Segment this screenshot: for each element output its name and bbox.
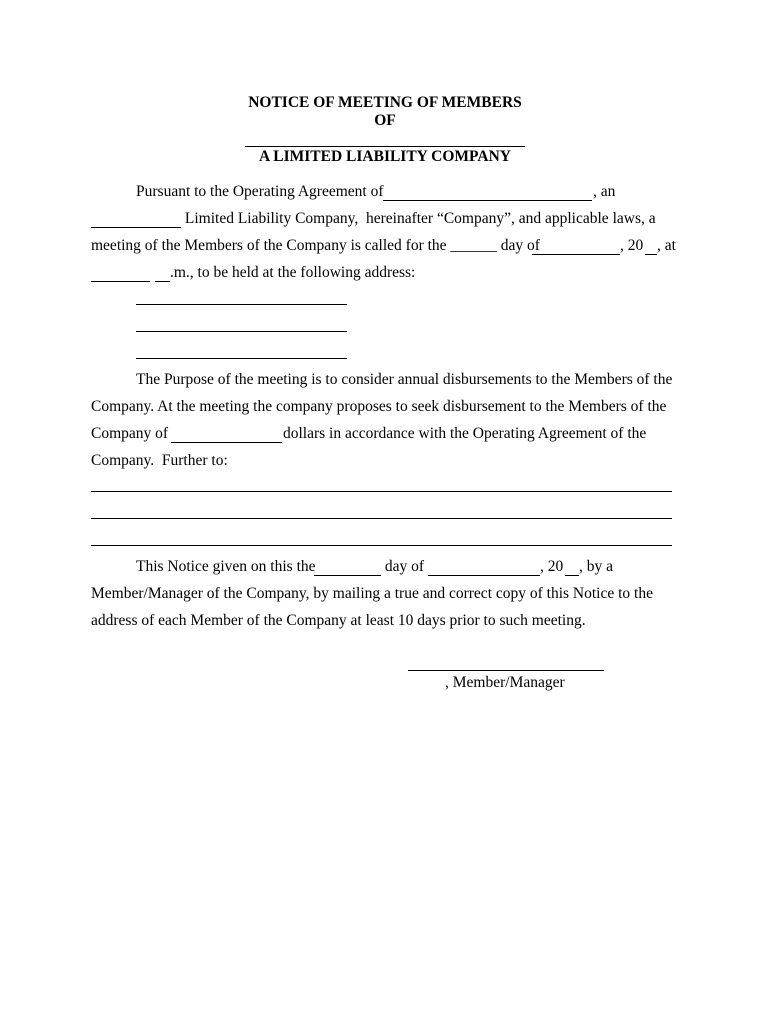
title-line-2: OF (374, 112, 396, 129)
para1-line3-end: , at (657, 237, 676, 254)
address-line-2-blank[interactable] (136, 331, 347, 332)
notice-month-blank[interactable] (428, 575, 540, 576)
para3-line3: address of each Member of the Company at least 10 days prior to such meeting. (91, 612, 586, 629)
further-line-1-blank[interactable] (91, 491, 672, 492)
notice-year-blank[interactable] (565, 575, 579, 576)
company-name-blank[interactable] (245, 146, 525, 147)
para1-line4-text: .m., to be held at the following address: (170, 264, 416, 281)
further-line-2-blank[interactable] (91, 518, 672, 519)
para2-line3-end: dollars in accordance with the Operating Agreement of the (283, 425, 647, 442)
para1-line3-text: meeting of the Members of the Company is called for the ______ day of (91, 237, 544, 254)
para3-line1-end: , by a (579, 558, 614, 575)
para1-line3-year-label: , 20 (620, 237, 644, 254)
title-line-1: NOTICE OF MEETING OF MEMBERS (248, 94, 522, 111)
title-line-3: A LIMITED LIABILITY COMPANY (259, 148, 511, 165)
para3-line2: Member/Manager of the Company, by mailing a true and correct copy of this Notice to the (91, 585, 653, 602)
para1-line1-text: Pursuant to the Operating Agreement of (136, 183, 388, 200)
meeting-year-blank[interactable] (645, 254, 657, 255)
para2-line1: The Purpose of the meeting is to consider annual disbursements to the Members of the (136, 371, 673, 388)
para1-line1-end: , an (593, 183, 616, 200)
meeting-month-blank[interactable] (532, 254, 620, 255)
para3-line1-dayof: day of (381, 558, 428, 575)
para2-line2: Company. At the meeting the company proposes to seek disbursement to the Members of the (91, 398, 667, 415)
further-line-3-blank[interactable] (91, 545, 672, 546)
meeting-time-blank[interactable] (91, 281, 150, 282)
state-blank[interactable] (91, 227, 181, 228)
dollar-amount-blank[interactable] (171, 442, 282, 443)
address-line-3-blank[interactable] (136, 358, 347, 359)
para1-line2-text: Limited Liability Company, hereinafter “Company”, and applicable laws, a (181, 210, 656, 227)
signature-label: , Member/Manager (445, 674, 565, 691)
notice-day-blank[interactable] (314, 575, 381, 576)
para3-line1-text: This Notice given on this the (136, 558, 320, 575)
operating-agreement-company-blank[interactable] (383, 200, 592, 201)
meeting-ampm-blank[interactable] (155, 281, 170, 282)
para2-line3-text: Company of (91, 425, 172, 442)
para3-line1-year-label: , 20 (540, 558, 564, 575)
para2-line4: Company. Further to: (91, 452, 228, 469)
address-line-1-blank[interactable] (136, 304, 347, 305)
signature-blank[interactable] (408, 670, 604, 671)
